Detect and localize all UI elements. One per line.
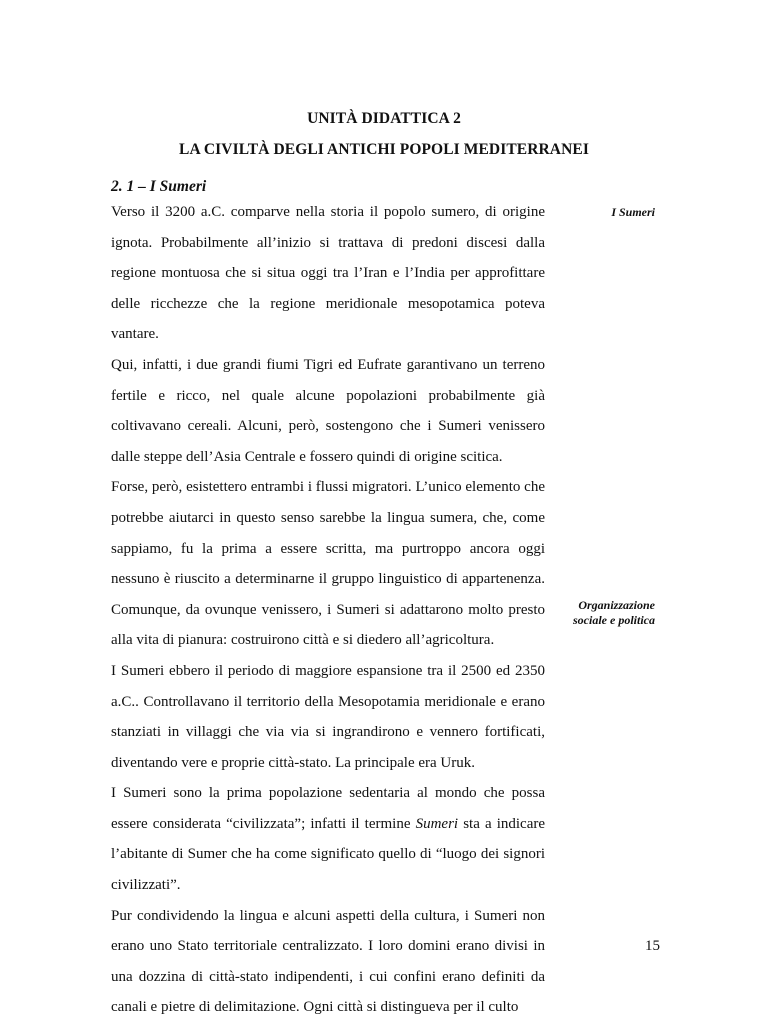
page-number: 15 <box>645 938 660 954</box>
unit-title: UNITÀ DIDATTICA 2 <box>307 110 461 127</box>
unit-subtitle: LA CIVILTÀ DEGLI ANTICHI POPOLI MEDITERRANEI <box>179 141 589 158</box>
paragraph: I Sumeri ebbero il periodo di maggiore espansione tra il 2500 ed 2350 a.C.. Controllavano il territorio della Mesopotamia meridionale e erano stanziati in villaggi che via via si ingrandirono e vennero fortificati, diventando vere e proprie città-stato. La principale era Uruk. <box>111 662 545 771</box>
italic-term: Sumeri <box>415 815 459 832</box>
body-text <box>111 197 545 1023</box>
paragraph-text: sta a indicare l’abitante di Sumer che ha come significato quello di “luogo dei signori civilizzati”. <box>111 815 545 894</box>
side-note-label: I Sumeri <box>611 205 655 219</box>
paragraph: Pur condividendo la lingua e alcuni aspetti della cultura, i Sumeri non erano uno Stato territoriale centralizzato. I loro domini erano divisi in una dozzina di città-stato indipendenti, i cui confini erano definiti da canali e pietre di delimitazione. Ogni città si distingueva per il culto <box>111 907 545 1016</box>
section-heading: 2. 1 – I Sumeri <box>111 178 207 195</box>
paragraph: Verso il 3200 a.C. comparve nella storia il popolo sumero, di origine ignota. Probabilmente all’inizio si trattava di predoni discesi dalla regione montuosa che si situa oggi tra l’Iran e l’India per approfittare delle ricchezze che la regione meridionale mesopotamica poteva vantare. <box>111 204 545 343</box>
paragraph-text: I Sumeri sono la prima popolazione sedentaria al mondo che possa essere considerata “civilizzata”; infatti il termine <box>111 785 545 832</box>
paragraph: Qui, infatti, i due grandi fiumi Tigri ed Eufrate garantivano un terreno fertile e ricco, nel quale alcune popolazioni probabilmente già coltivavano cereali. Alcuni, però, sostengono che i Sumeri venissero dalle steppe dell’Asia Centrale e fossero quindi di origine scitica. <box>111 356 545 465</box>
side-note-label: sociale e politica <box>573 613 655 627</box>
paragraph: Forse, però, esistettero entrambi i flussi migratori. L’unico elemento che potrebbe aiutarci in questo senso sarebbe la lingua sumera, che, come sappiamo, fu la prima a essere scritta, ma purtroppo ancora oggi nessuno è riuscito a determinarne il gruppo linguistico di appartenenza. Comunque, da ovunque venissero, i Sumeri si adattarono molto presto alla vita di pianura: costruirono città e si diedero all’agricoltura. <box>111 479 545 649</box>
side-note-organizzazione <box>535 598 655 628</box>
side-note-label: Organizzazione <box>578 598 655 612</box>
paragraph <box>111 778 545 900</box>
side-note-sumeri <box>535 205 655 220</box>
